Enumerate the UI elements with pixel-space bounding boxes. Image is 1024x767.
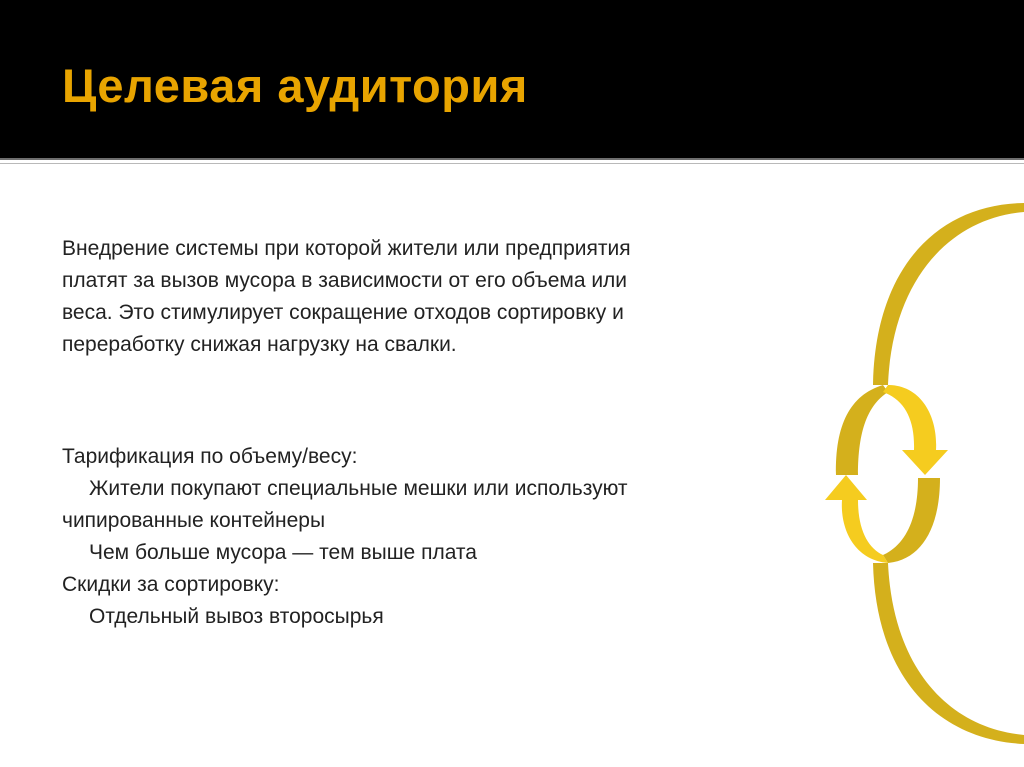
list-item: Отдельный вывоз второсырья [89,605,384,628]
list-heading-discounts: Скидки за сортировку: [62,573,280,596]
header-divider [0,158,1024,160]
intro-line: Внедрение системы при которой жители или предприятия [62,237,631,260]
intro-paragraph [62,233,631,361]
list-item: Жители покупают специальные мешки или используют [89,477,628,500]
header-divider-thin [0,163,1024,164]
lower-arc [873,563,1024,744]
upper-arc [873,203,1024,385]
list-heading-pricing: Тарификация по объему/весу: [62,445,358,468]
intro-line: веса. Это стимулирует сокращение отходов сортировку и [62,301,624,324]
intro-line: платят за вызов мусора в зависимости от его объема или [62,269,628,292]
cycle-arrows-icon [810,195,1024,755]
list-item-continuation: чипированные контейнеры [62,509,326,532]
ring-left-top [836,385,888,475]
intro-line: переработку снижая нагрузку на свалки. [62,333,457,356]
bullet-list [62,441,628,633]
list-item: Чем больше мусора — тем выше плата [89,541,477,564]
title-bar [0,0,1024,158]
ring-left-arrow [825,475,888,563]
ring-right-bottom [883,478,940,563]
ring-right-arrow [883,385,948,475]
slide-title: Целевая аудитория [62,59,528,112]
